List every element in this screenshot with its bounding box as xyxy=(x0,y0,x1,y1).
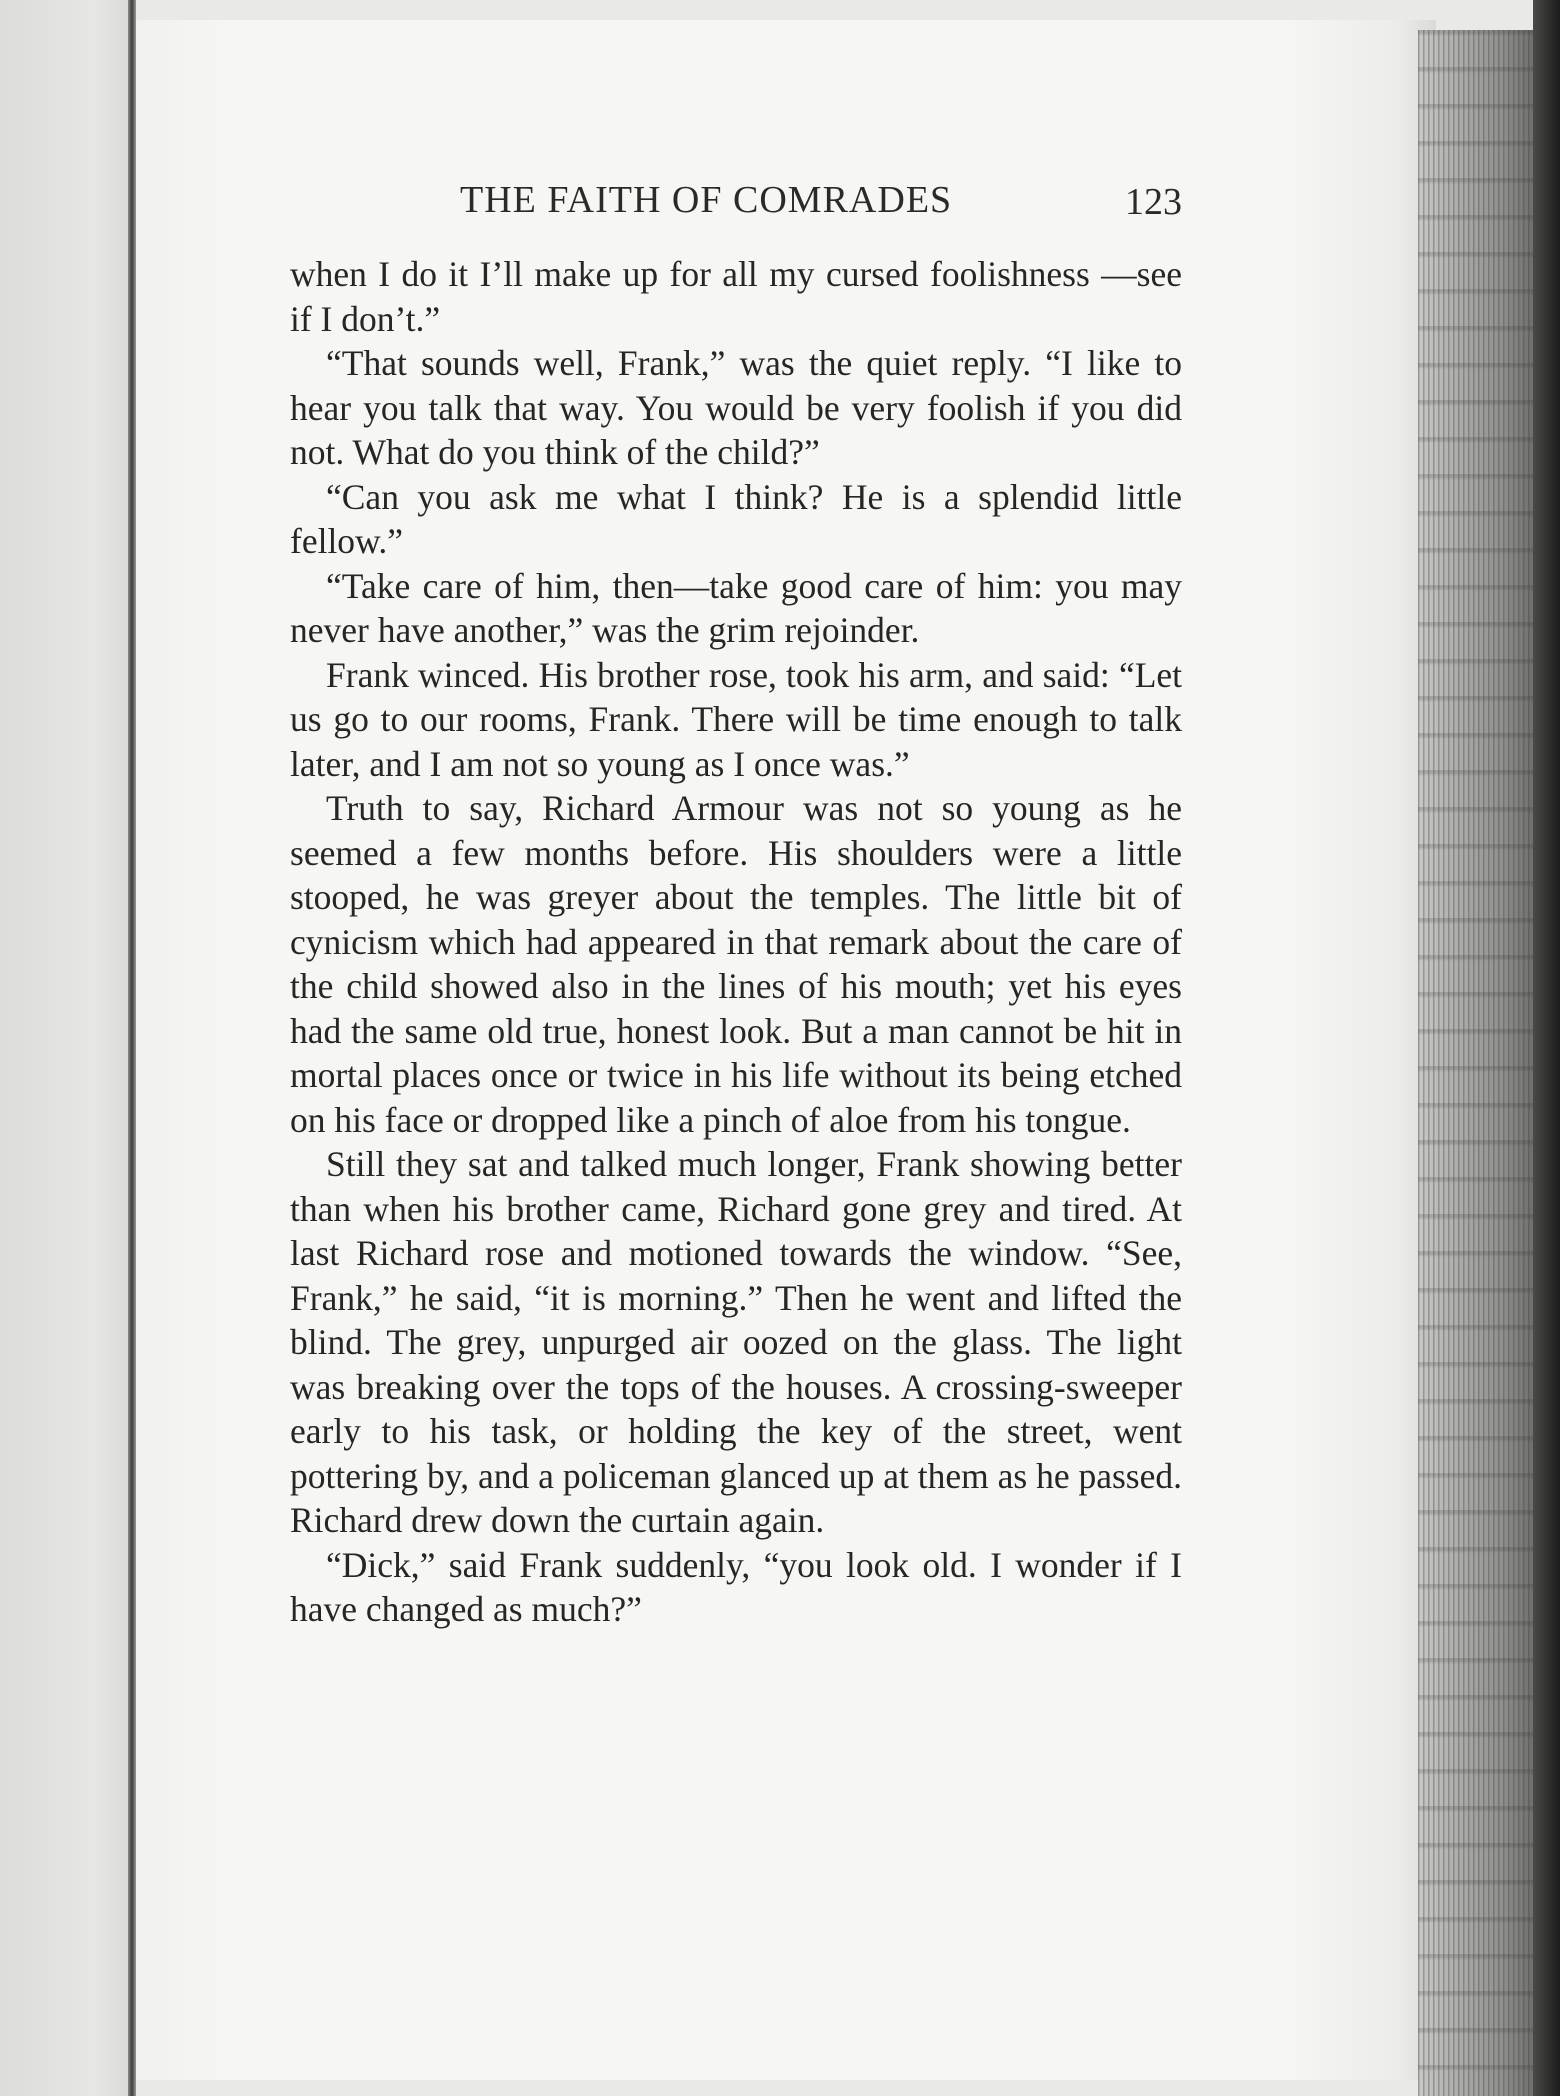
paragraph: “Can you ask me what I think? He is a splendid little fellow.” xyxy=(290,476,1182,561)
paragraph: Frank winced. His brother rose, took his arm, and said: “Let us go to our rooms, Frank. There will be time enough to talk later, and I am not so young as I once was.” xyxy=(290,654,1182,784)
paragraph: “That sounds well, Frank,” was the quiet reply. “I like to hear you talk that way. You would be very foolish if you did not. What do you think of the child?” xyxy=(290,343,1182,472)
paragraph: “Take care of him, then—take good care of him: you may never have another,” was the grim rejoinder. xyxy=(290,565,1182,650)
paragraph: Truth to say, Richard Armour was not so young as he seemed a few months before. His shoulders were a little stooped, he was greyer about the temples. The little bit of cynicism which had appeared in that remark about the care of the child showed also in the lines of his mouth; yet his eyes had the same old true, honest look. But a man cannot be hit in mortal places once or twice in his life without its being etched on his face or dropped like a pinch of aloe from his tongue. xyxy=(290,788,1182,1140)
left-page-fragment xyxy=(0,0,135,2096)
paragraph: “Dick,” said Frank suddenly, “you look old. I wonder if I have changed as much?” xyxy=(290,1544,1182,1629)
paragraph: Still they sat and talked much longer, Frank showing better than when his brother came, Richard gone grey and tired. At last Richard rose and motioned towards the window. “See, Frank,” he said, “it is morning.” Then he went and lifted the blind. The grey, unpurged air oozed on the glass. The light was breaking over the tops of the houses. A crossing-sweeper early to his task, or holding the key of the street, went pottering by, and a policeman glanced up at them as he passed. Richard drew down the curtain again. xyxy=(290,1144,1182,1540)
page-number: 123 xyxy=(1125,181,1182,223)
book-gutter xyxy=(128,0,136,2096)
paragraph: when I do it I’ll make up for all my cursed foolishness —see if I don’t.” xyxy=(290,254,1182,339)
book-page-edges xyxy=(1418,30,1533,2096)
book-cover-edge xyxy=(1533,0,1560,2096)
running-head: THE FAITH OF COMRADES xyxy=(460,179,953,221)
body-text xyxy=(290,252,1182,1632)
